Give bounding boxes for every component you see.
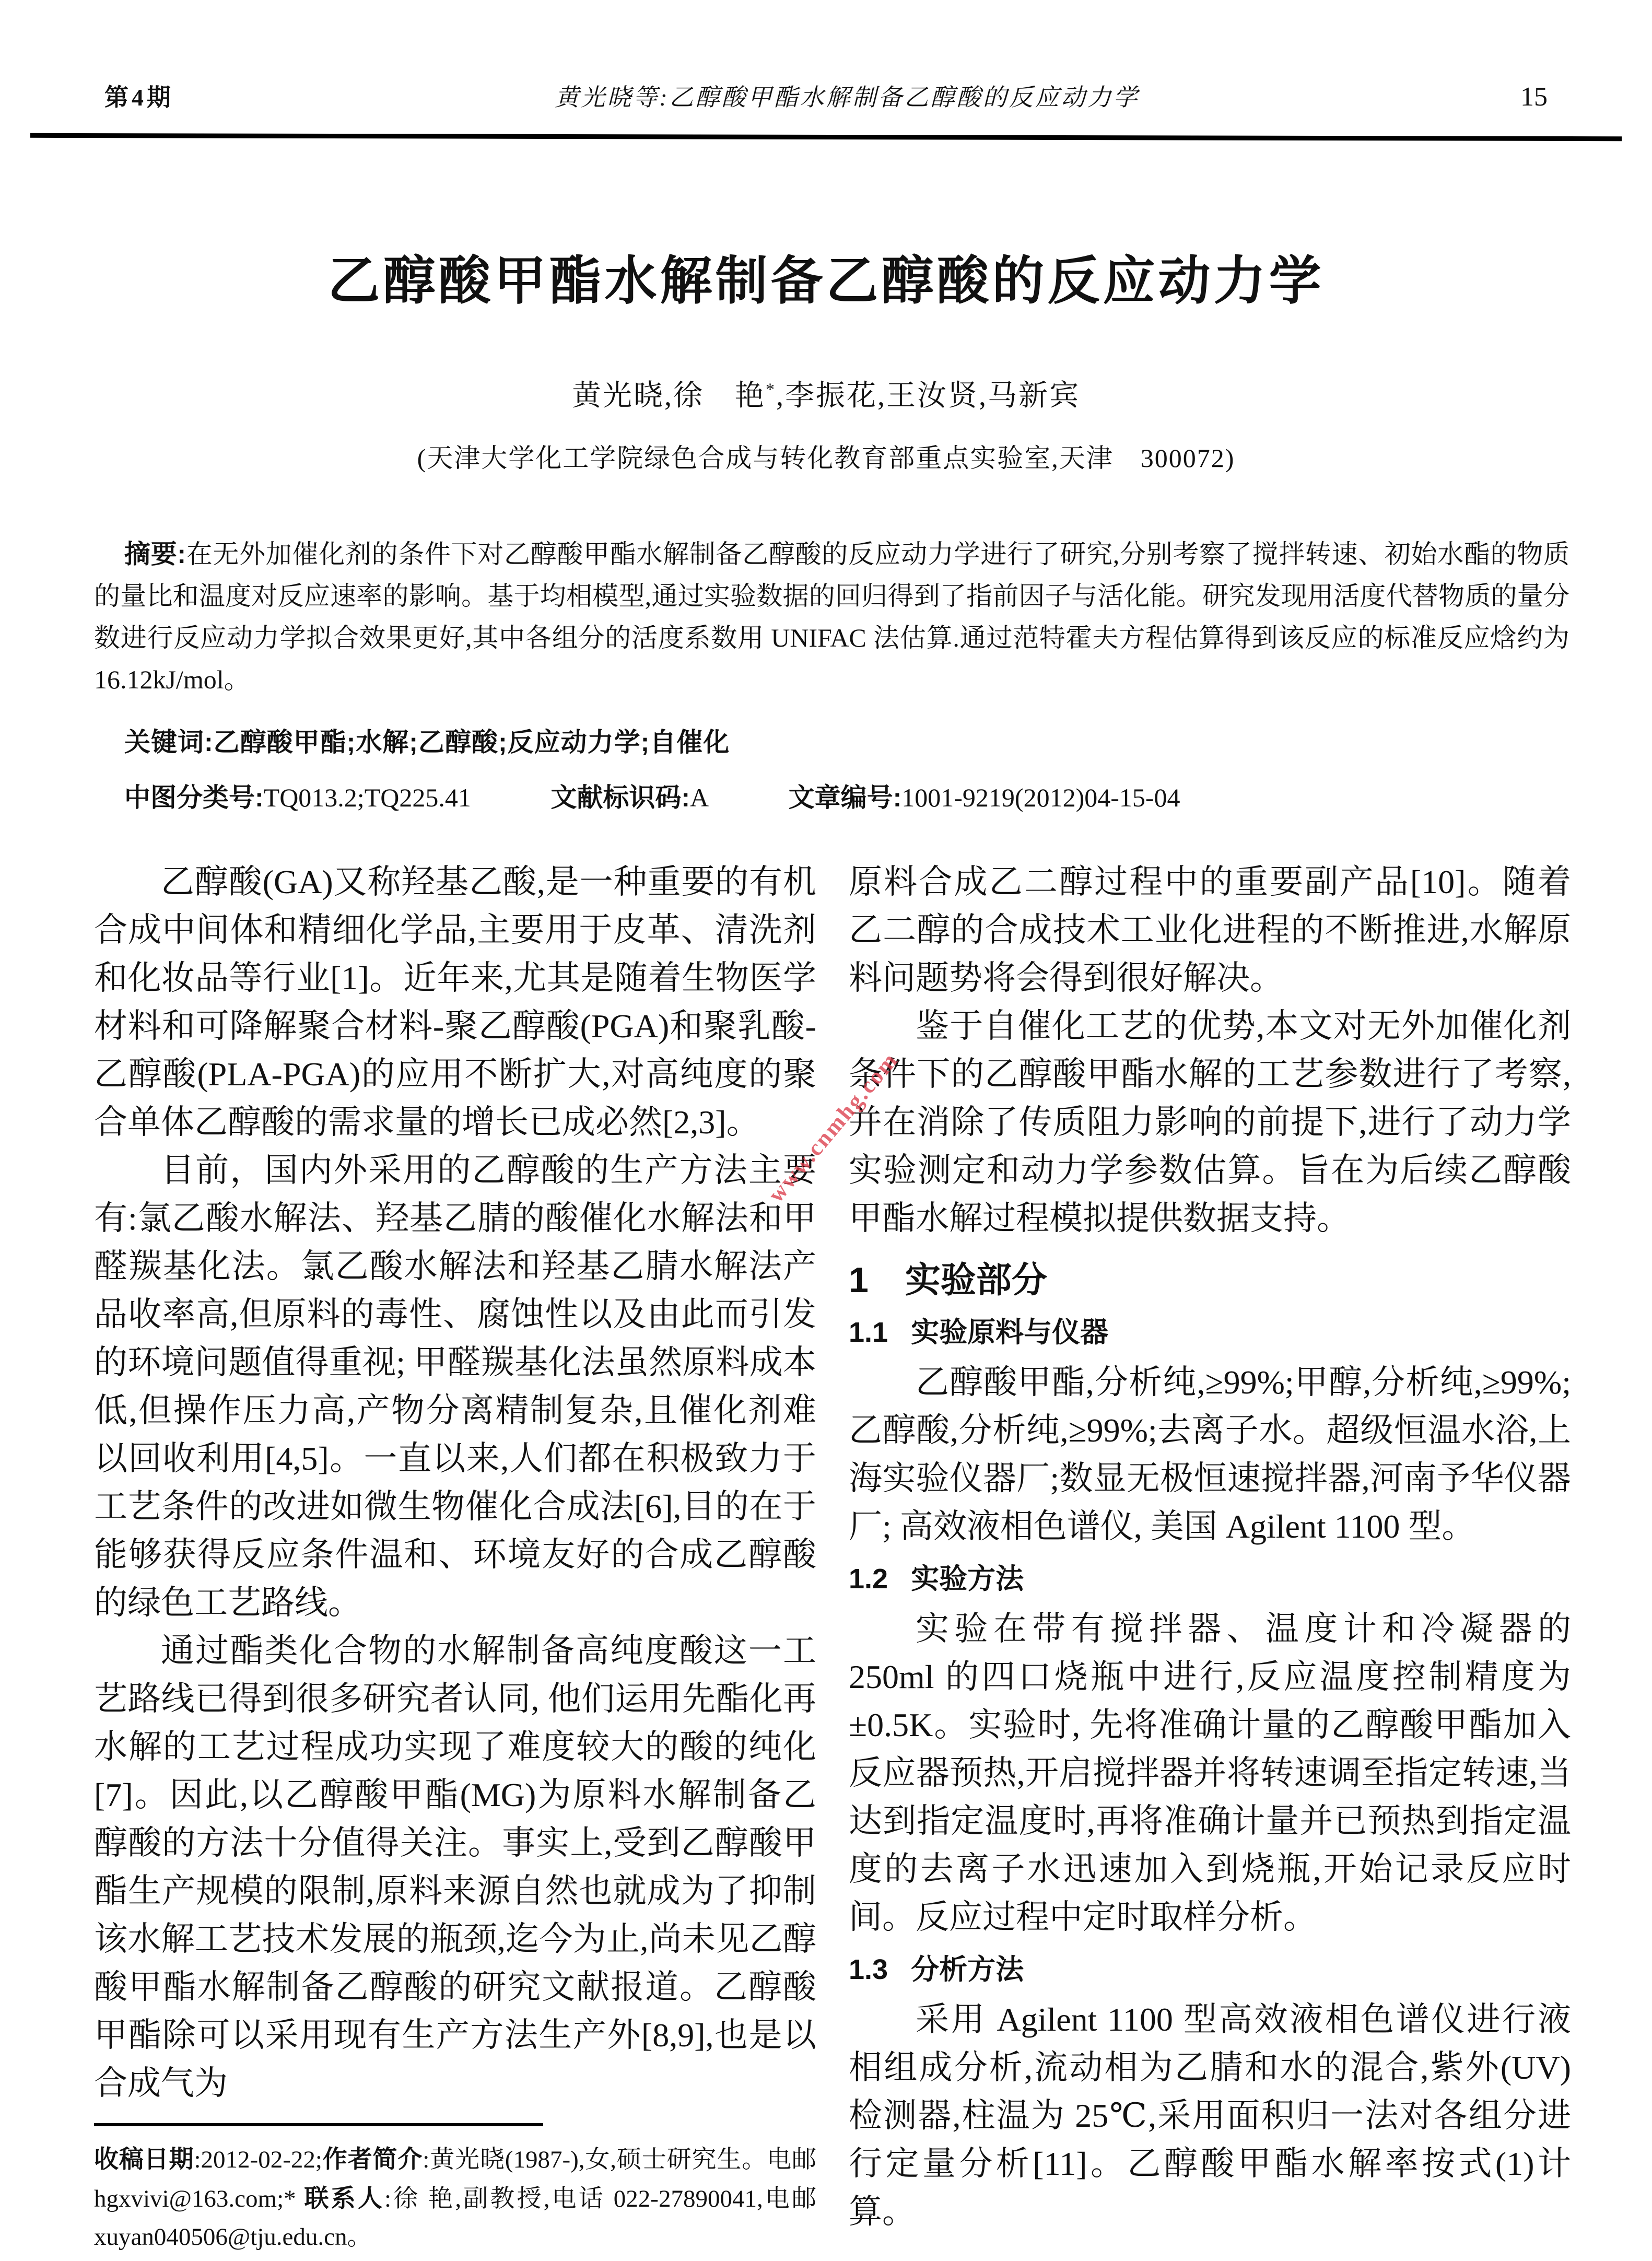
clc-value: TQ013.2;TQ225.41: [263, 783, 471, 812]
received-date: :2012-02-22;: [194, 2146, 322, 2173]
paragraph: 乙醇酸(GA)又称羟基乙酸,是一种重要的有机合成中间体和精细化学品,主要用于皮革、清洗剂和化妆品等行业[1]。近年来,尤其是随着生物医学材料和可降解聚合材料-聚乙醇酸(PGA)和聚乳酸-乙醇酸(PLA-PGA)的应用不断扩大,对高纯度的聚合单体乙醇酸的需求量的增长已成必然[2,3]。: [94, 863, 816, 1141]
section-1-2-title: 实验方法: [911, 1563, 1024, 1595]
section-1-number: 1: [849, 1260, 869, 1300]
article-no-label: 文章编号:: [788, 783, 902, 812]
paragraph: 采用 Agilent 1100 型高效液相色谱仪进行液相组成分析,流动相为乙腈和水的混合,紫外(UV)检测器,柱温为 25℃,采用面积归一法对各组分进行定量分析[11]。乙醇酸甲酯水解率按式(1)计算。: [849, 2001, 1571, 2230]
paragraph: 乙醇酸甲酯,分析纯,≥99%;甲醇,分析纯,≥99%;乙醇酸,分析纯,≥99%;去离子水。超级恒温水浴,上海实验仪器厂;数显无极恒速搅拌器,河南予华仪器厂; 高效液相色谱仪, 美国 Agilent 1100 型。: [849, 1364, 1571, 1545]
abstract-label: 摘要:: [124, 540, 186, 569]
footnote-rule: [94, 2123, 543, 2126]
right-column: [849, 858, 1571, 2256]
keywords-label: 关键词:: [124, 728, 214, 757]
running-title: 黄光晓等:乙醇酸甲酯水解制备乙醇酸的反应动力学: [555, 84, 1140, 111]
section-1-title: 实验部分: [905, 1260, 1047, 1300]
watermark: www.cnmhg.com: [763, 1047, 904, 1208]
paragraph: 实验在带有搅拌器、温度计和冷凝器的 250ml 的四口烧瓶中进行,反应温度控制精度为±0.5K。实验时, 先将准确计量的乙醇酸甲酯加入反应器预热,开启搅拌器并将转速调至指定转速,当达到指定温度时,再将准确计量并已预热到指定温度的去离子水迅速加入到烧瓶,开始记录反应时间。反应过程中定时取样分析。: [849, 1610, 1571, 1936]
doc-code-group: [550, 777, 709, 814]
received-date-label: 收稿日期: [94, 2145, 194, 2173]
abstract-text: 在无外加催化剂的条件下对乙醇酸甲酯水解制备乙醇酸的反应动力学进行了研究,分别考察了搅拌转速、初始水酯的物质的量比和温度对反应速率的影响。基于均相模型,通过实验数据的回归得到了指前因子与活化能。研究发现用活度代替物质的量分数进行反应动力学拟合效果更好,其中各组分的活度系数用 UNIFAC 法估算.通过范特霍夫方程估算得到该反应的标准反应焓约为 16.12kJ/mol。: [94, 540, 1569, 694]
paragraph: 通过酯类化合物的水解制备高纯度酸这一工艺路线已得到很多研究者认同, 他们运用先酯化再水解的工艺过程成功实现了难度较大的酸的纯化[7]。因此,以乙醇酸甲酯(MG)为原料水解制备乙醇酸的方法十分值得关注。事实上,受到乙醇酸甲酯生产规模的限制,原料来源自然也就成为了抑制该水解工艺技术发展的瓶颈,迄今为止,尚未见乙醇酸甲酯水解制备乙醇酸的研究文献报道。乙醇酸甲酯除可以采用现有生产方法生产外[8,9],也是以合成气为: [94, 1632, 816, 2102]
contact-label: 联系人: [304, 2184, 384, 2212]
abstract: [94, 533, 1569, 700]
author-line: [0, 372, 1652, 414]
author-bio-label: 作者简介: [322, 2145, 423, 2173]
page-number: 15: [1520, 82, 1548, 112]
article-no-group: [789, 777, 1180, 814]
paragraph: 目前，国内外采用的乙醇酸的生产方法主要有:氯乙酸水解法、羟基乙腈的酸催化水解法和甲醛羰基化法。氯乙酸水解法和羟基乙腈水解法产品收率高,但原料的毒性、腐蚀性以及由此而引发的环境问题值得重视; 甲醛羰基化法虽然原料成本低,但操作压力高,产物分离精制复杂,且催化剂难以回收利用[4,5]。一直以来,人们都在积极致力于工艺条件的改进如微生物催化合成法[6],目的在于能够获得反应条件温和、环境友好的合成乙醇酸的绿色工艺路线。: [94, 1152, 816, 1621]
corresponding-author-mark: *: [766, 380, 776, 400]
authors-pre: 黄光晓,徐 艳: [572, 380, 766, 412]
section-1-3-heading: [849, 1949, 1571, 1990]
clc-label: 中图分类号:: [124, 783, 264, 812]
section-1-1-number: 1.1: [849, 1317, 888, 1348]
doc-code-label: 文献标识码:: [550, 783, 690, 812]
header-rule: [30, 133, 1622, 141]
authors-post: ,李振花,王汝贤,马新宾: [776, 380, 1080, 412]
section-1-heading: [849, 1256, 1571, 1304]
body-columns: [94, 858, 1571, 2256]
footnote-text: [94, 2140, 816, 2256]
paragraph: 原料合成乙二醇过程中的重要副产品[10]。随着乙二醇的合成技术工业化进程的不断推进,水解原料问题势将会得到很好解决。: [849, 863, 1571, 997]
section-1-2-number: 1.2: [849, 1563, 888, 1595]
contact-info: :徐 艳,副教授,电话 022-27890041,电邮 xuyan040506@tju.edu.cn。: [94, 2185, 816, 2251]
section-1-3-number: 1.3: [849, 1954, 888, 1985]
article-title: 乙醇酸甲酯水解制备乙醇酸的反应动力学: [327, 252, 1325, 310]
keywords-line: [94, 721, 1569, 759]
left-column: [94, 858, 816, 2256]
doc-code-value: A: [690, 783, 709, 812]
affiliation: (天津大学化工学院绿色合成与转化教育部重点实验室,天津 300072): [417, 443, 1235, 473]
issue-number: 第4期: [104, 84, 174, 111]
section-1-2-heading: [849, 1558, 1571, 1600]
section-1-3-title: 分析方法: [911, 1954, 1024, 1985]
paragraph: 鉴于自催化工艺的优势,本文对无外加催化剂条件下的乙醇酸甲酯水解的工艺参数进行了考察,并在消除了传质阻力影响的前提下,进行了动力学实验测定和动力学参数估算。旨在为后续乙醇酸甲酯水解过程模拟提供数据支持。: [849, 1008, 1571, 1237]
article-no-value: 1001-9219(2012)04-15-04: [901, 783, 1180, 812]
keywords-text: 乙醇酸甲酯;水解;乙醇酸;反应动力学;自催化: [213, 728, 730, 757]
section-1-1-heading: [849, 1311, 1571, 1353]
running-head: [0, 0, 1652, 113]
section-1-1-title: 实验原料与仪器: [911, 1317, 1109, 1348]
clc-group: [124, 777, 471, 814]
meta-line: [94, 777, 1569, 814]
footnote: [94, 2123, 816, 2256]
author-bio: :黄光晓(1987-),女,硕士研究生。电邮 hgxvivi@163.com;*: [94, 2146, 817, 2212]
